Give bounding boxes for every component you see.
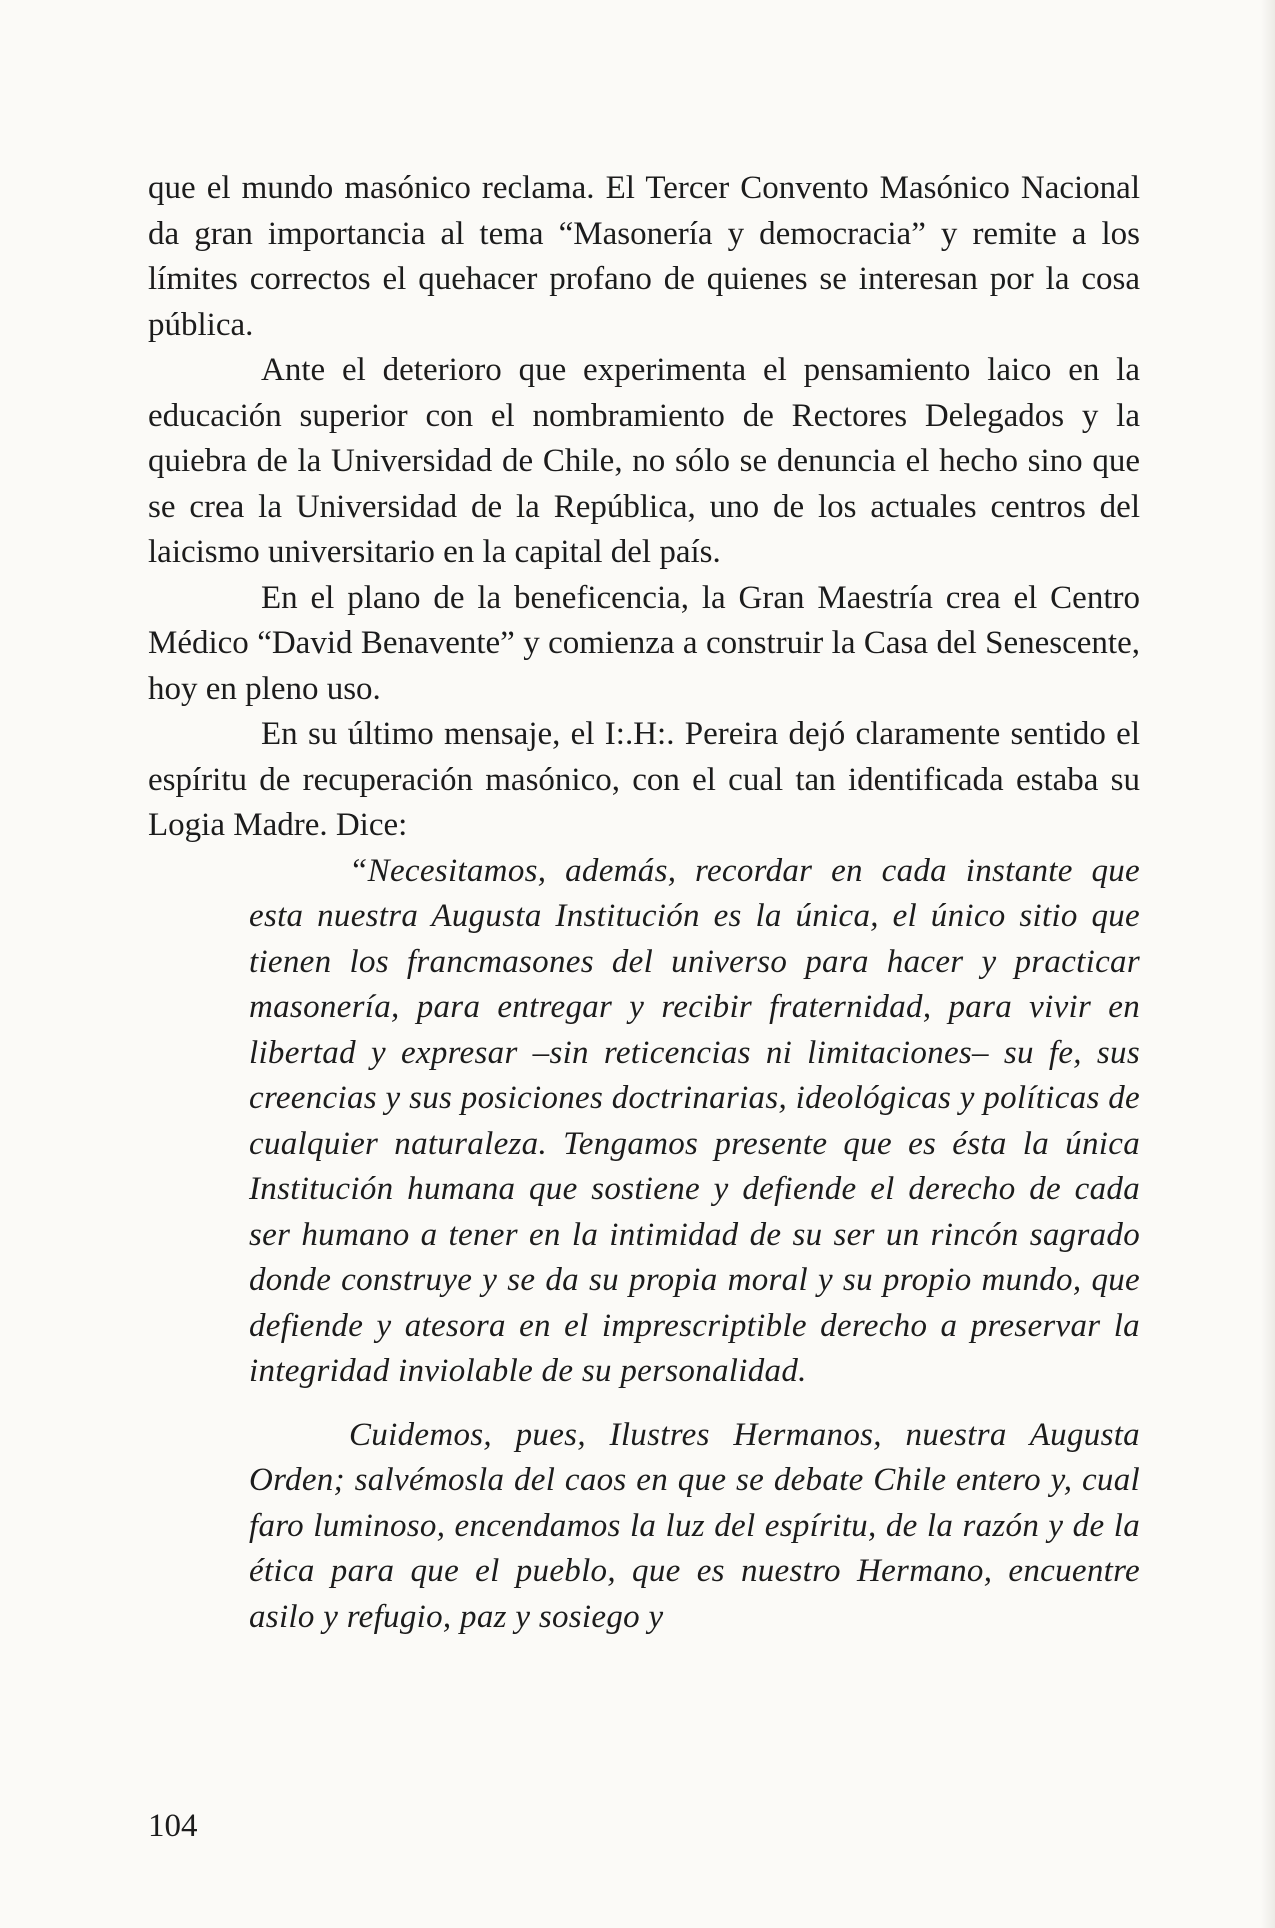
quote-paragraph-1: “Necesitamos, además, recordar en cada instante que esta nuestra Augusta Institución es la única, el único sitio que tienen los francmasones del universo para hacer y practicar masonería, para entregar y recibir fraternidad, para vivir en libertad y expresar –sin reticencias ni limitaciones– su fe, sus creencias y sus posiciones doctrinarias, ideológicas y políticas de cualquier naturaleza. Tengamos presente que es ésta la única Institución humana que sostiene y defiende el derecho de cada ser humano a tener en la intimidad de su ser un rincón sagrado donde construye y se da su propia moral y su propio mundo, que defiende y atesora en el imprescriptible derecho a preservar la integridad inviolable de su personalidad. bbox=[249, 852, 1140, 1389]
paragraph-3: En el plano de la beneficencia, la Gran Maestría crea el Centro Médico “David Benavente” y comienza a construir la Casa del Senescente, hoy en pleno uso. bbox=[148, 579, 1140, 707]
page-edge-shadow bbox=[1261, 0, 1275, 1928]
paragraph-1: que el mundo masónico reclama. El Tercer Convento Masónico Nacional da gran importancia al tema “Masonería y democracia” y remite a los límites correctos el quehacer profano de quienes se interesan por la cosa pública. bbox=[148, 170, 1140, 343]
page-number: 104 bbox=[148, 1808, 198, 1844]
quote-paragraph-2: Cuidemos, pues, Ilustres Hermanos, nuestra Augusta Orden; salvémosla del caos en que se debate Chile entero y, cual faro luminoso, encendamos la luz del espíritu, de la razón y de la ética para que el pueblo, que es nuestro Hermano, encuentre asilo y refugio, paz y sosiego y bbox=[249, 1416, 1140, 1635]
paragraph-2: Ante el deterioro que experimenta el pensamiento laico en la educación superior con el nombramiento de Rectores Delegados y la quiebra de la Universidad de Chile, no sólo se denuncia el hecho sino que se crea la Universidad de la República, uno de los actuales centros del laicismo universitario en la capital del país. bbox=[148, 352, 1140, 570]
paragraph-4: En su último mensaje, el I:.H:. Pereira dejó claramente sentido el espíritu de recuperación masónico, con el cual tan identificada estaba su Logia Madre. Dice: bbox=[148, 716, 1140, 843]
body-text bbox=[148, 166, 1140, 1640]
